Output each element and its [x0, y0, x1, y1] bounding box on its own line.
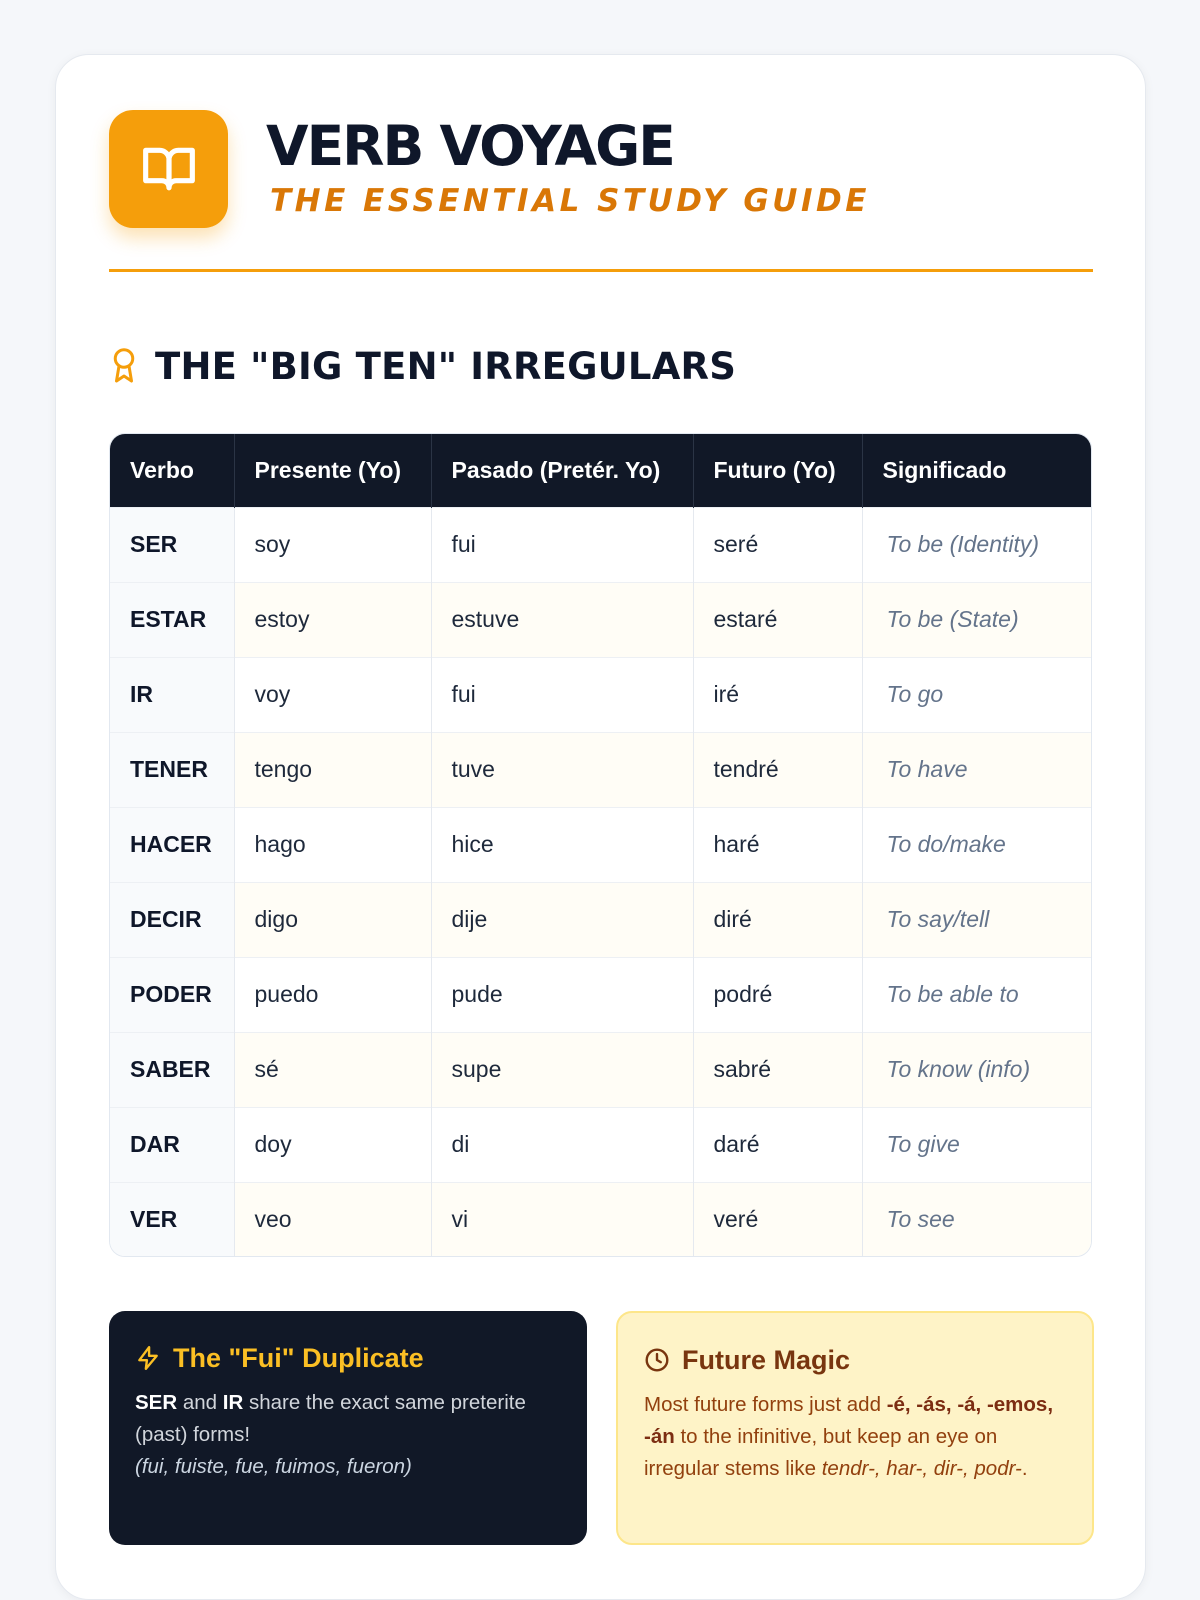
preterite-cell: supe: [431, 1032, 693, 1107]
verb-cell: SABER: [110, 1032, 234, 1107]
verb-cell: IR: [110, 657, 234, 732]
note-text: to the infinitive, but keep an eye on irregular stems like: [644, 1425, 998, 1480]
future-cell: seré: [693, 507, 862, 582]
meaning-cell: To know (info): [862, 1032, 1092, 1107]
column-header: Significado: [862, 434, 1092, 507]
note-endings: -é, -ás, -á, -emos, -án: [644, 1393, 1054, 1448]
future-cell: tendré: [693, 732, 862, 807]
meaning-cell: To do/make: [862, 807, 1092, 882]
future-cell: veré: [693, 1182, 862, 1257]
future-cell: sabré: [693, 1032, 862, 1107]
table-row: [110, 957, 1092, 1032]
preterite-cell: tuve: [431, 732, 693, 807]
meaning-cell: To go: [862, 657, 1092, 732]
preterite-cell: fui: [431, 507, 693, 582]
present-cell: tengo: [234, 732, 431, 807]
meaning-cell: To be able to: [862, 957, 1092, 1032]
logo-badge: [109, 110, 228, 228]
note-forms: (fui, fuiste, fue, fuimos, fueron): [135, 1455, 412, 1478]
note-text: .: [1021, 1457, 1028, 1480]
table-row: [110, 732, 1092, 807]
table-header-row: [110, 434, 1092, 507]
note-text: share the exact same preterite (past) forms!: [135, 1391, 526, 1446]
table-row: [110, 582, 1092, 657]
header: [109, 110, 1093, 270]
future-magic-note: [616, 1311, 1094, 1545]
note-text: Most future forms just add: [644, 1393, 887, 1416]
column-header: Pasado (Pretér. Yo): [431, 434, 693, 507]
table-row: [110, 1107, 1092, 1182]
fui-duplicate-note: [109, 1311, 587, 1545]
note-body: [135, 1387, 561, 1483]
clock-icon: [644, 1347, 670, 1373]
meaning-cell: To say/tell: [862, 882, 1092, 957]
table-row: [110, 507, 1092, 582]
header-divider: [109, 269, 1093, 272]
study-guide-card: [55, 54, 1146, 1600]
lightning-icon: [135, 1344, 161, 1372]
preterite-cell: di: [431, 1107, 693, 1182]
future-cell: iré: [693, 657, 862, 732]
note-title: The "Fui" Duplicate: [173, 1342, 424, 1373]
book-open-icon: [138, 141, 200, 197]
irregular-verbs-table: [109, 433, 1092, 1257]
preterite-cell: fui: [431, 657, 693, 732]
note-header: [135, 1339, 561, 1377]
note-bold-ser: SER: [135, 1391, 178, 1414]
award-ribbon-icon: [109, 347, 139, 385]
note-body: [644, 1389, 1066, 1485]
app-subtitle: THE ESSENTIAL STUDY GUIDE: [270, 183, 870, 219]
verb-cell: SER: [110, 507, 234, 582]
verb-cell: ESTAR: [110, 582, 234, 657]
preterite-cell: hice: [431, 807, 693, 882]
preterite-cell: pude: [431, 957, 693, 1032]
future-cell: estaré: [693, 582, 862, 657]
section-heading: [109, 340, 736, 392]
table-row: [110, 1182, 1092, 1257]
column-header: Presente (Yo): [234, 434, 431, 507]
note-bold-ir: IR: [222, 1391, 244, 1414]
app-title: VERB VOYAGE: [266, 114, 674, 178]
present-cell: hago: [234, 807, 431, 882]
table-row: [110, 657, 1092, 732]
verb-cell: TENER: [110, 732, 234, 807]
verb-cell: DAR: [110, 1107, 234, 1182]
column-header: Verbo: [110, 434, 234, 507]
meaning-cell: To be (Identity): [862, 507, 1092, 582]
present-cell: sé: [234, 1032, 431, 1107]
section-title: THE "BIG TEN" IRREGULARS: [155, 344, 737, 388]
future-cell: haré: [693, 807, 862, 882]
present-cell: veo: [234, 1182, 431, 1257]
note-header: [644, 1341, 1066, 1379]
note-stems: tendr-, har-, dir-, podr-: [821, 1457, 1022, 1480]
meaning-cell: To give: [862, 1107, 1092, 1182]
present-cell: voy: [234, 657, 431, 732]
present-cell: doy: [234, 1107, 431, 1182]
present-cell: soy: [234, 507, 431, 582]
verb-cell: HACER: [110, 807, 234, 882]
preterite-cell: estuve: [431, 582, 693, 657]
future-cell: podré: [693, 957, 862, 1032]
meaning-cell: To have: [862, 732, 1092, 807]
meaning-cell: To be (State): [862, 582, 1092, 657]
note-title: Future Magic: [682, 1344, 851, 1375]
present-cell: estoy: [234, 582, 431, 657]
table-row: [110, 807, 1092, 882]
note-text: and: [177, 1391, 223, 1414]
preterite-cell: dije: [431, 882, 693, 957]
preterite-cell: vi: [431, 1182, 693, 1257]
present-cell: digo: [234, 882, 431, 957]
column-header: Futuro (Yo): [693, 434, 862, 507]
meaning-cell: To see: [862, 1182, 1092, 1257]
table-row: [110, 882, 1092, 957]
verb-cell: VER: [110, 1182, 234, 1257]
verb-cell: PODER: [110, 957, 234, 1032]
present-cell: puedo: [234, 957, 431, 1032]
verb-cell: DECIR: [110, 882, 234, 957]
table-row: [110, 1032, 1092, 1107]
future-cell: diré: [693, 882, 862, 957]
future-cell: daré: [693, 1107, 862, 1182]
